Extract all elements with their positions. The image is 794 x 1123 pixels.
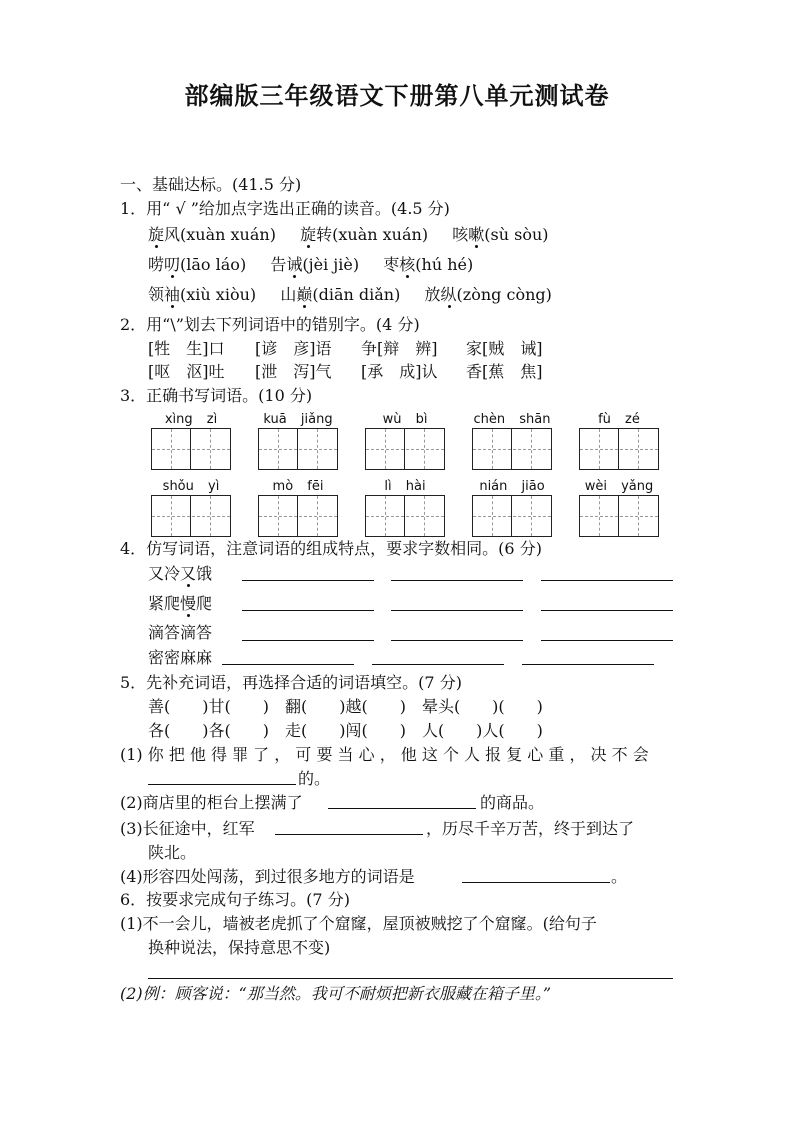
question-1-label: 1．用“ √ ”给加点字选出正确的读音。(4.5 分) — [120, 199, 450, 218]
q1-item: 枣核(hú hé) — [383, 255, 474, 274]
writing-box[interactable] — [365, 495, 445, 537]
section-heading: 一、基础达标。(41.5 分) — [120, 175, 302, 194]
writing-box[interactable] — [472, 495, 552, 537]
q5-sentence-3-mid: ，历尽千辛万苦，终于到达了 — [426, 819, 635, 838]
answer-line[interactable] — [148, 784, 296, 785]
q5-fill-row-2: 各( )各( ) 走( )闯( ) 人( )人( ) — [148, 721, 543, 740]
q1-item: 山巅(diān diǎn) — [280, 285, 401, 304]
q5-sentence-4-end: 。 — [611, 867, 628, 886]
question-5-label: 5．先补充词语，再选择合适的词语填空。(7 分) — [120, 673, 462, 692]
page-title: 部编版三年级语文下册第八单元测试卷 — [184, 82, 610, 110]
q1-item: 领袖(xiù xiòu) — [148, 285, 257, 304]
question-2-label: 2．用“\”划去下列词语中的错别字。(4 分) — [120, 315, 420, 334]
writing-box[interactable] — [258, 428, 338, 470]
q5-sentence-3-end: 陕北。 — [148, 843, 197, 862]
answer-line[interactable] — [391, 610, 523, 611]
answer-line[interactable] — [148, 978, 673, 979]
writing-box[interactable] — [151, 495, 231, 537]
answer-line[interactable] — [462, 882, 610, 883]
q1-item: 旋风(xuàn xuán) — [148, 225, 276, 244]
q5-sentence-1: (1) 你 把 他 得 罪 了 ， 可 要 当 心 ， 他 这 个 人 报 复 心 重 ， 决 不 会 — [120, 745, 649, 764]
q1-item: 咳嗽(sù sòu) — [452, 225, 549, 244]
q5-sentence-4: (4)形容四处闯荡，到过很多地方的词语是 — [120, 867, 415, 886]
writing-box[interactable] — [365, 428, 445, 470]
q1-item: 放纵(zòng còng) — [424, 285, 552, 304]
q5-fill-row-1: 善( )甘( ) 翻( )越( ) 晕头( )( ) — [148, 697, 543, 716]
q5-sentence-3: (3)长征途中，红军 — [120, 819, 255, 838]
q1-row-2 — [148, 254, 473, 276]
q5-sentence-2-end: 的商品。 — [480, 793, 545, 812]
q2-item: [承 成]认 — [361, 362, 438, 381]
q2-item: [牲 生]口 — [148, 339, 225, 358]
q2-item: [泄 泻]气 — [255, 362, 332, 381]
answer-line[interactable] — [391, 580, 523, 581]
q4-model-word: 密密麻麻 — [148, 648, 213, 667]
answer-line[interactable] — [328, 808, 476, 809]
q4-model-word: 紧爬慢爬 — [148, 594, 213, 613]
writing-box[interactable] — [579, 495, 659, 537]
answer-line[interactable] — [541, 610, 673, 611]
q2-item: 家[贼 诫] — [466, 339, 543, 358]
q1-item: 旋转(xuàn xuán) — [300, 225, 429, 244]
q5-sentence-1-end: 的。 — [298, 769, 331, 788]
writing-box[interactable] — [258, 495, 338, 537]
q2-item: [呕 沤]吐 — [148, 362, 225, 381]
writing-box[interactable] — [151, 428, 231, 470]
q5-sentence-2: (2)商店里的柜台上摆满了 — [120, 793, 303, 812]
q1-row-1 — [148, 224, 549, 246]
q4-model-word: 滴答滴答 — [148, 623, 213, 642]
q4-model-word: 又冷又饿 — [148, 564, 213, 583]
q6-sentence-1-cont: 换种说法，保持意思不变) — [148, 938, 331, 957]
q1-item: 唠叨(lāo láo) — [148, 255, 247, 274]
q1-row-3 — [148, 284, 552, 306]
q2-item: 争[辩 辨] — [361, 339, 438, 358]
answer-line[interactable] — [242, 580, 374, 581]
q6-sentence-2: (2)例：顾客说：“那当然。我可不耐烦把新衣服藏在箱子里。” — [120, 984, 552, 1003]
answer-line[interactable] — [372, 664, 504, 665]
q2-item: 香[蕉 焦] — [466, 362, 543, 381]
question-6-label: 6．按要求完成句子练习。(7 分) — [120, 890, 350, 909]
writing-box[interactable] — [579, 428, 659, 470]
question-3-label: 3．正确书写词语。(10 分) — [120, 386, 313, 405]
answer-line[interactable] — [541, 640, 673, 641]
question-4-label: 4．仿写词语，注意词语的组成特点，要求字数相同。(6 分) — [120, 539, 542, 558]
answer-line[interactable] — [222, 664, 354, 665]
answer-line[interactable] — [275, 834, 423, 835]
answer-line[interactable] — [541, 580, 673, 581]
answer-line[interactable] — [242, 640, 374, 641]
answer-line[interactable] — [242, 610, 374, 611]
answer-line[interactable] — [391, 640, 523, 641]
q1-item: 告诫(jèi jiè) — [270, 255, 360, 274]
q6-sentence-1: (1)不一会儿，墙被老虎抓了个窟窿，屋顶被贼挖了个窟窿。(给句子 — [120, 914, 597, 933]
writing-box[interactable] — [472, 428, 552, 470]
answer-line[interactable] — [522, 664, 654, 665]
q2-item: [谚 彦]语 — [255, 339, 332, 358]
